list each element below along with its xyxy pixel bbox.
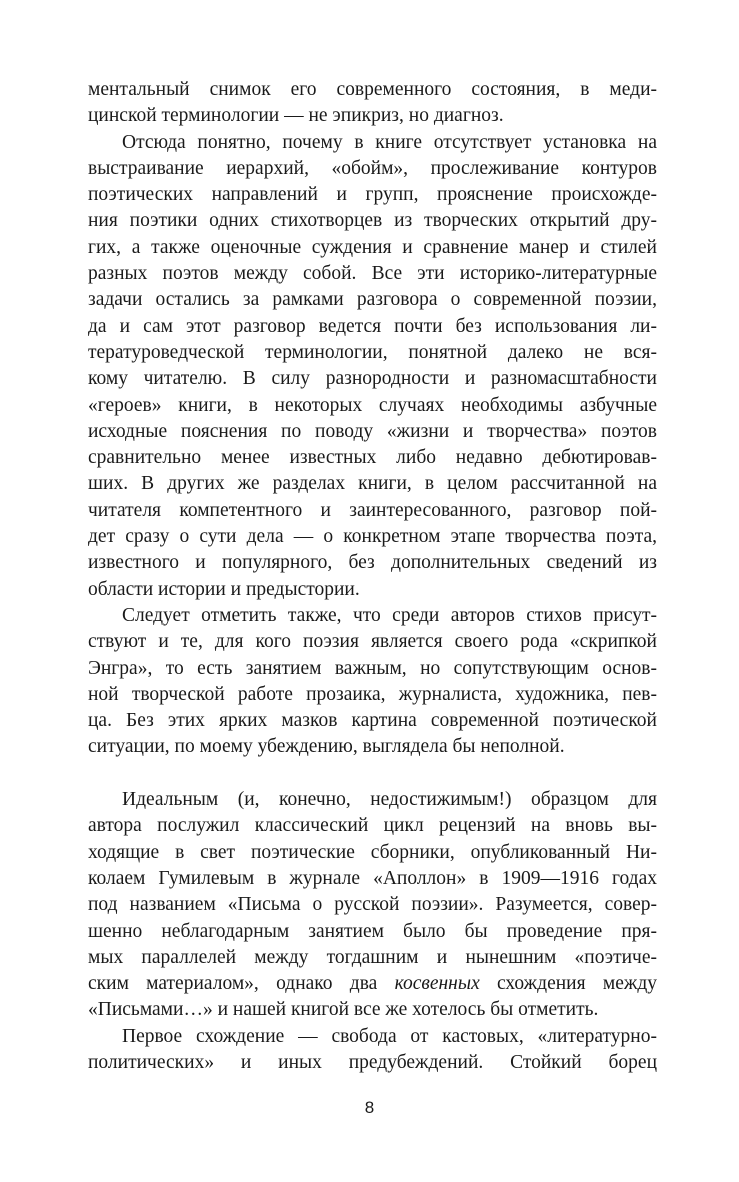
text-line: тературоведческой терминологии, понятной далеко не вся- [88,341,657,363]
text-line: Отсюда понятно, почему в книге отсутствует установка на [122,131,657,153]
text-line: Первое схождение — свобода от кастовых, «литературно- [122,1025,657,1047]
text-line: гих, а также оценочные суждения и сравнение манер и стилей [88,236,657,258]
text-line: разных поэтов между собой. Все эти историко-литературные [88,263,657,285]
text-line: да и сам этот разговор ведется почти без использования ли- [88,315,657,337]
emphasis: косвенных [394,973,480,995]
text-line: автора послужил классический цикл рецензий на вновь вы- [88,815,657,837]
text-line: читателя компетентного и заинтересованного, разговор пой- [88,499,657,521]
paragraph [88,1024,657,1077]
text-line: сравнительно менее известных либо недавно дебютировав- [88,447,657,469]
section-gap [88,761,657,787]
text-line: известного и популярного, без дополнительных сведений из [88,552,657,574]
text-line: ситуации, по моему убеждению, выглядела бы неполной. [88,736,565,758]
text-line: выстраивание иерархий, «обойм», прослеживание контуров [88,157,657,179]
text-segment: ским материалом», однако два [88,973,395,995]
text-line: ния поэтики одних стихотворцев из творческих открытий дру- [88,210,657,232]
text-line [88,971,657,997]
paragraph [88,130,657,603]
paragraph [88,77,657,130]
text-line: задачи остались за рамками разговора о современной поэзии, [88,289,657,311]
text-line: Энгра», то есть занятием важным, но сопутствующим основ- [88,657,657,679]
text-line: области истории и предыстории. [88,578,360,600]
text-line: цинской терминологии — не эпикриз, но диагноз. [88,105,504,127]
text-line: Следует отметить также, что среди авторов стихов присут- [122,604,657,626]
text-line: Идеальным (и, конечно, недостижимым!) образцом для [122,789,657,811]
text-line: поэтических направлений и групп, прояснение происхожде- [88,184,657,206]
text-line: исходные пояснения по поводу «жизни и творчества» поэтов [88,420,657,442]
page-body [88,77,657,1076]
text-line: кому читателю. В силу разнородности и разномасштабности [88,368,657,390]
text-line: шенно неблагодарным занятием было бы проведение пря- [88,920,657,942]
page-number: 8 [364,1098,375,1117]
text-line: ствуют и те, для кого поэзия является своего рода «скрипкой [88,631,657,653]
text-line: колаем Гумилевым в журнале «Аполлон» в 1909—1916 годах [88,867,657,889]
paragraph [88,603,657,761]
text-line: «героев» книги, в некоторых случаях необходимы азбучные [88,394,657,416]
text-segment: схождения между [479,973,657,995]
text-line: ходящие в свет поэтические сборники, опубликованный Ни- [88,841,657,863]
text-line: «Письмами…» и нашей книгой все же хотелось бы отметить. [88,999,599,1021]
paragraph [88,787,657,1024]
text-line: ментальный снимок его современного состояния, в меди- [88,79,657,100]
text-line: мых параллелей между тогдашним и нынешним «поэтиче- [88,946,657,968]
text-line: ца. Без этих ярких мазков картина современной поэтической [88,710,657,732]
text-line: политических» и иных предубеждений. Стойкий борец [88,1051,657,1073]
text-line: под названием «Письма о русской поэзии». Разумеется, совер- [88,894,657,916]
text-line: ших. В других же разделах книги, в целом рассчитанной на [88,473,657,495]
text-line: ной творческой работе прозаика, журналиста, художника, пев- [88,683,657,705]
text-line: дет сразу о сути дела — о конкретном этапе творчества поэта, [88,526,657,548]
